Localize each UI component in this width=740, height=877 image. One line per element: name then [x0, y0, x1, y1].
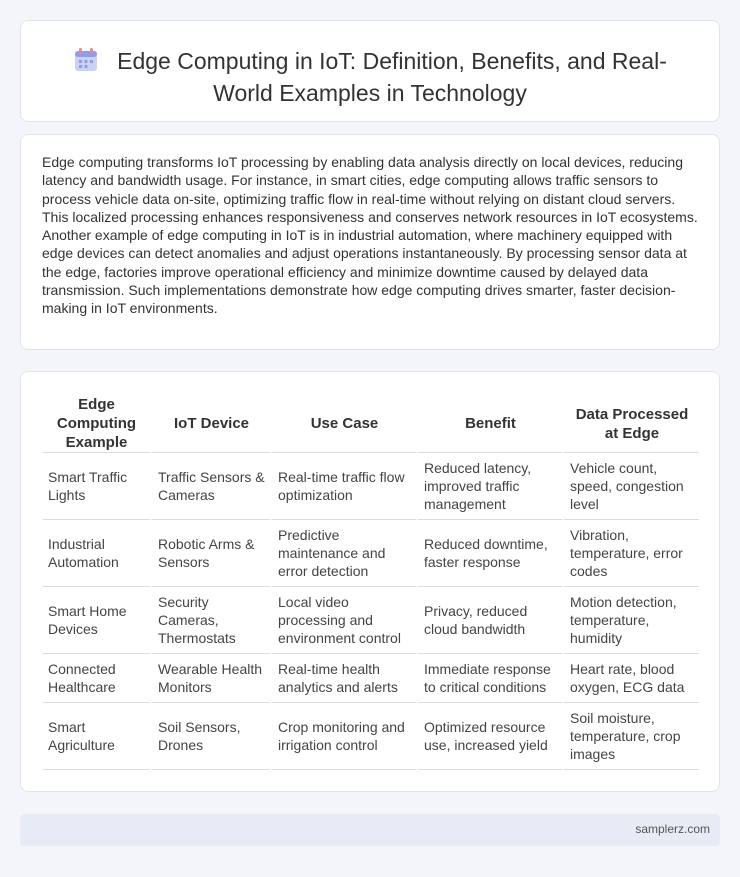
- table-header-row: [43, 395, 699, 453]
- examples-table: [43, 395, 699, 770]
- table-cell: Smart Agriculture: [43, 703, 150, 770]
- table-cell: Reduced latency, improved traffic management: [416, 453, 562, 520]
- table-cell: Smart Home Devices: [43, 587, 150, 654]
- intro-card: [20, 134, 720, 350]
- table-row: [43, 520, 699, 587]
- table-cell: Vehicle count, speed, congestion level: [562, 453, 699, 520]
- table-cell: Traffic Sensors & Cameras: [150, 453, 270, 520]
- table-row: [43, 587, 699, 654]
- table-cell: Heart rate, blood oxygen, ECG data: [562, 654, 699, 703]
- footer-site-link[interactable]: samplerz.com: [635, 822, 710, 836]
- page-title: Edge Computing in IoT: Definition, Benefits, and Real-World Examples in Technology: [117, 48, 667, 106]
- table-cell: Security Cameras, Thermostats: [150, 587, 270, 654]
- table-cell: Predictive maintenance and error detection: [270, 520, 416, 587]
- table-cell: Crop monitoring and irrigation control: [270, 703, 416, 770]
- table-cell: Smart Traffic Lights: [43, 453, 150, 520]
- table-cell: Soil Sensors, Drones: [150, 703, 270, 770]
- column-header: Data Processed at Edge: [562, 395, 699, 453]
- table-cell: Privacy, reduced cloud bandwidth: [416, 587, 562, 654]
- table-card: [20, 371, 720, 792]
- table-cell: Real-time traffic flow optimization: [270, 453, 416, 520]
- table-cell: Vibration, temperature, error codes: [562, 520, 699, 587]
- intro-paragraph: Edge computing transforms IoT processing by enabling data analysis directly on local devices, reducing latency and bandwidth usage. For instance, in smart cities, edge computing allows traffic sensors to process vehicle data on-site, optimizing traffic flow in real-time without relying on distant cloud servers. This localized processing enhances responsiveness and conserves network resources in IoT ecosystems. Another example of edge computing in IoT is in industrial automation, where machinery equipped with edge devices can detect anomalies and adjust operations instantaneously. By processing sensor data at the edge, factories improve operational efficiency and minimize downtime caused by delayed data transmission. Such implementations demonstrate how edge computing drives smarter, faster decision-making in IoT environments.: [42, 154, 698, 317]
- column-header: Use Case: [270, 395, 416, 453]
- calendar-icon: [73, 47, 99, 73]
- table-cell: Connected Healthcare: [43, 654, 150, 703]
- table-cell: Real-time health analytics and alerts: [270, 654, 416, 703]
- column-header: Benefit: [416, 395, 562, 453]
- table-cell: Optimized resource use, increased yield: [416, 703, 562, 770]
- table-cell: Local video processing and environment control: [270, 587, 416, 654]
- table-cell: Robotic Arms & Sensors: [150, 520, 270, 587]
- table-cell: Motion detection, temperature, humidity: [562, 587, 699, 654]
- table-row: [43, 453, 699, 520]
- table-cell: Industrial Automation: [43, 520, 150, 587]
- table-cell: Wearable Health Monitors: [150, 654, 270, 703]
- column-header: Edge Computing Example: [43, 395, 150, 453]
- table-cell: Reduced downtime, faster response: [416, 520, 562, 587]
- footer-bar: [20, 814, 720, 846]
- page-title-wrap: [61, 45, 679, 109]
- title-card: [20, 20, 720, 122]
- table-cell: Immediate response to critical conditions: [416, 654, 562, 703]
- table-cell: Soil moisture, temperature, crop images: [562, 703, 699, 770]
- table-row: [43, 654, 699, 703]
- column-header: IoT Device: [150, 395, 270, 453]
- table-row: [43, 703, 699, 770]
